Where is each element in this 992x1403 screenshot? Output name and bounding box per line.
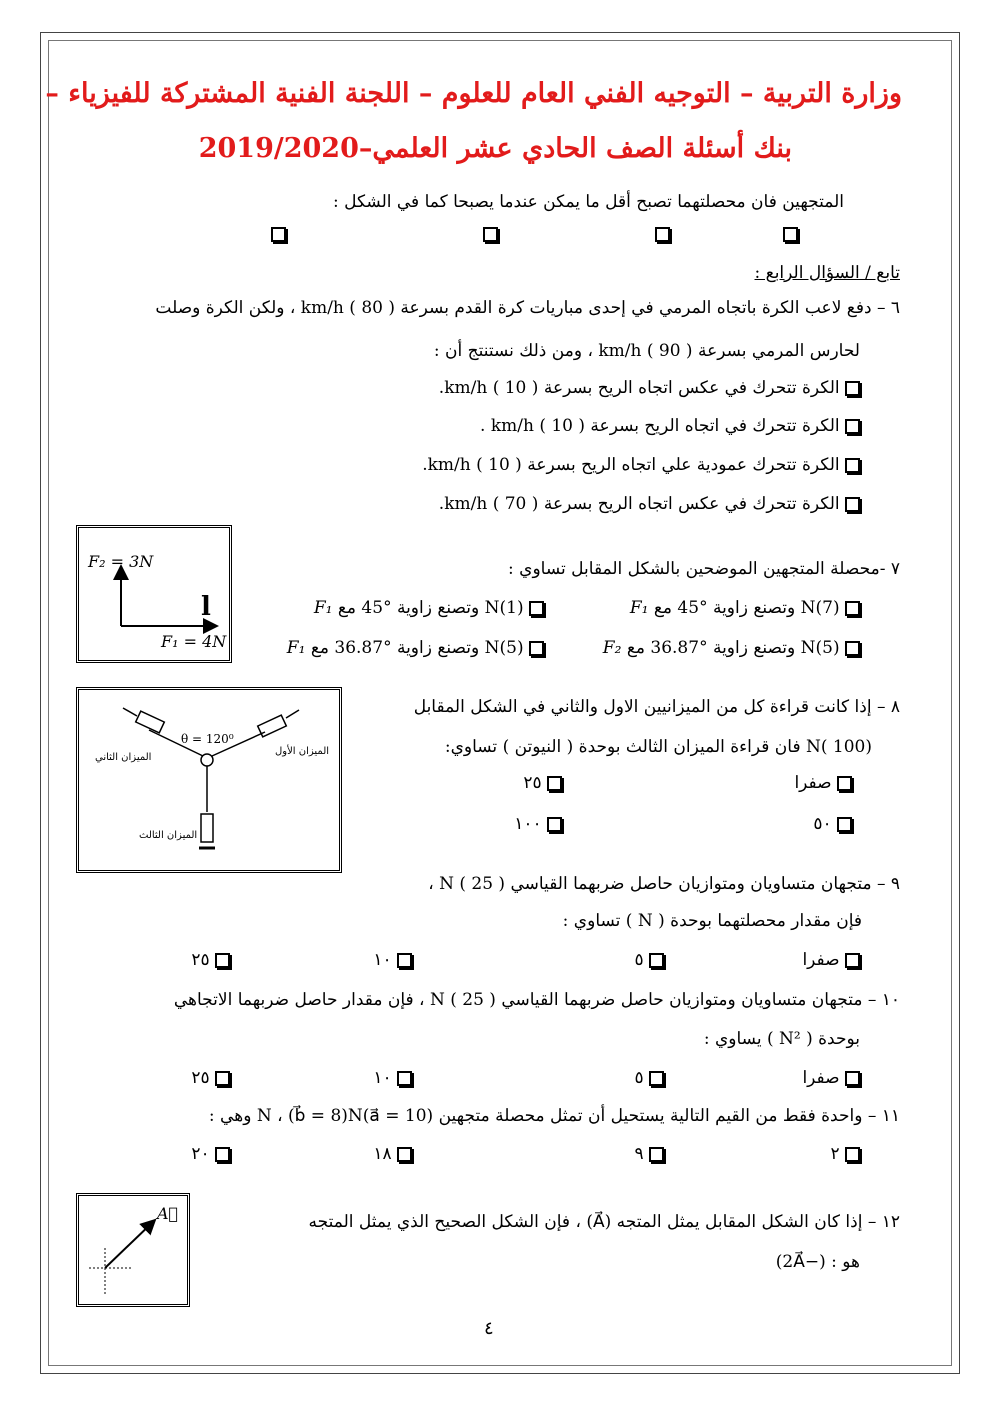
q8-option: ٢٥ [523, 773, 542, 793]
q7-option: N(7) وتصنع زاوية °45 مع [653, 598, 840, 618]
checkbox[interactable] [649, 1147, 664, 1162]
q10-option: ٢٥ [191, 1068, 210, 1088]
q7-text: ٧ -محصلة المتجهين الموضحين بالشكل المقابل تساوي : [508, 559, 900, 579]
f1-label: F₁ = 4N [161, 632, 227, 651]
checkbox[interactable] [397, 1071, 412, 1086]
checkbox[interactable] [483, 227, 498, 242]
section-title: تابع / السؤال الرابع : [754, 263, 900, 283]
f2-label: F₂ = 3N [88, 552, 154, 571]
q7-option: N(1) وتصنع زاوية °45 مع [337, 598, 524, 618]
q11-option: ٢٠ [191, 1144, 210, 1164]
q11-text: ١١ – واحدة فقط من القيم التالية يستحيل أن تمثل محصلة متجهين (a⃗ = 10)N ، (b⃗ = 8)N وهي : [208, 1106, 900, 1126]
checkbox[interactable] [649, 1071, 664, 1086]
q9-text: ٩ – متجهان متساويان ومتوازيان حاصل ضربهما القياسي N ( 25 ) ، [428, 874, 900, 894]
q11-option: ٢ [830, 1144, 840, 1164]
q8-option: ١٠٠ [514, 814, 542, 834]
q9-text-2: فإن مقدار محصلتهما بوحدة ( N ) تساوي : [562, 911, 862, 931]
header-ministry: وزارة التربية – التوجيه الفني العام للعلوم – اللجنة الفنية المشتركة للفيزياء – [45, 78, 902, 109]
q6-option: الكرة تتحرك في اتجاه الريح بسرعة km/h ( 10 ) . [480, 416, 840, 436]
l-label: l [201, 592, 211, 622]
q12-figure [76, 1193, 190, 1307]
q9-option: صفرا [802, 950, 840, 970]
q8-text: ٨ – إذا كانت قراءة كل من الميزانيين الاول والثاني في الشكل المقابل [413, 697, 900, 717]
q9-option: ١٠ [373, 950, 392, 970]
q8-option: ٥٠ [813, 814, 832, 834]
balance-1-label: الميزان الأول [275, 746, 330, 757]
q10-option: ٥ [634, 1068, 644, 1088]
q6-option: الكرة تتحرك عمودية علي اتجاه الريح بسرعة km/h ( 10 ). [422, 455, 840, 475]
q6-option: الكرة تتحرك في عكس اتجاه الريح بسرعة km/h ( 10 ). [438, 378, 840, 398]
q12-text-2: هو : (−2A⃗) [775, 1252, 860, 1272]
intro-text: المتجهين فان محصلتهما تصبح أقل ما يمكن عندما يصبحا كما في الشكل : [333, 192, 844, 212]
checkbox[interactable] [845, 458, 860, 473]
q7-figure [76, 525, 232, 663]
q12-text: ١٢ – إذا كان الشكل المقابل يمثل المتجه (A⃗) ، فإن الشكل الصحيح الذي يمثل المتجه [308, 1212, 900, 1232]
page-number: ٤ [484, 1318, 494, 1339]
q10-text-2: بوحدة ( N² ) يساوي : [703, 1029, 860, 1049]
balance-3-label: الميزان الثالث [139, 830, 198, 841]
checkbox[interactable] [397, 953, 412, 968]
q6-option: الكرة تتحرك في عكس اتجاه الريح بسرعة km/h ( 70 ). [438, 494, 840, 514]
balance-2-label: الميزان الثاني [95, 752, 152, 763]
q9-option: ٢٥ [191, 950, 210, 970]
checkbox[interactable] [655, 227, 670, 242]
checkbox[interactable] [215, 1071, 230, 1086]
q9-option: ٥ [634, 950, 644, 970]
checkbox[interactable] [271, 227, 286, 242]
checkbox[interactable] [215, 953, 230, 968]
q7-option: N(5) وتصنع زاوية °36.87 مع [626, 638, 840, 658]
q8-option: صفرا [794, 773, 832, 793]
checkbox[interactable] [845, 419, 860, 434]
checkbox[interactable] [845, 953, 860, 968]
q11-option: ٩ [634, 1144, 644, 1164]
checkbox[interactable] [837, 817, 852, 832]
q8-text-2: N( 100) فان قراءة الميزان الثالث بوحدة ( النيوتن ) تساوي: [444, 737, 872, 757]
vector-a-label: A⃗ [157, 1204, 179, 1223]
checkbox[interactable] [845, 641, 860, 656]
q11-option: ١٨ [373, 1144, 392, 1164]
checkbox[interactable] [783, 227, 798, 242]
theta-label: θ = 120⁰ [181, 732, 234, 746]
q10-option: ١٠ [373, 1068, 392, 1088]
checkbox[interactable] [529, 601, 544, 616]
checkbox[interactable] [397, 1147, 412, 1162]
q8-figure [76, 687, 342, 873]
q10-text: ١٠ – متجهان متساويان ومتوازيان حاصل ضربهما القياسي N ( 25 ) ، فإن مقدار حاصل ضربهما الاتجاهي [173, 990, 900, 1010]
checkbox[interactable] [837, 776, 852, 791]
vector-a-arrow [105, 1220, 155, 1268]
checkbox[interactable] [845, 1147, 860, 1162]
checkbox[interactable] [649, 953, 664, 968]
checkbox[interactable] [547, 817, 562, 832]
checkbox[interactable] [215, 1147, 230, 1162]
checkbox[interactable] [845, 1071, 860, 1086]
checkbox[interactable] [845, 497, 860, 512]
checkbox[interactable] [845, 601, 860, 616]
header-bank-title: بنك أسئلة الصف الحادي عشر العلمي–2019/2020 [198, 133, 792, 164]
q10-option: صفرا [802, 1068, 840, 1088]
q6-text-2: لحارس المرمي بسرعة km/h ( 90 ) ، ومن ذلك نستنتج أن : [433, 341, 860, 361]
q7-option: N(5) وتصنع زاوية °36.87 مع [310, 638, 524, 658]
q6-text: ٦ – دفع لاعب الكرة باتجاه المرمي في إحدى مباريات كرة القدم بسرعة km/h ( 80 ) ، ولكن الكرة وصلت [155, 298, 900, 318]
checkbox[interactable] [845, 381, 860, 396]
checkbox[interactable] [529, 641, 544, 656]
checkbox[interactable] [547, 776, 562, 791]
